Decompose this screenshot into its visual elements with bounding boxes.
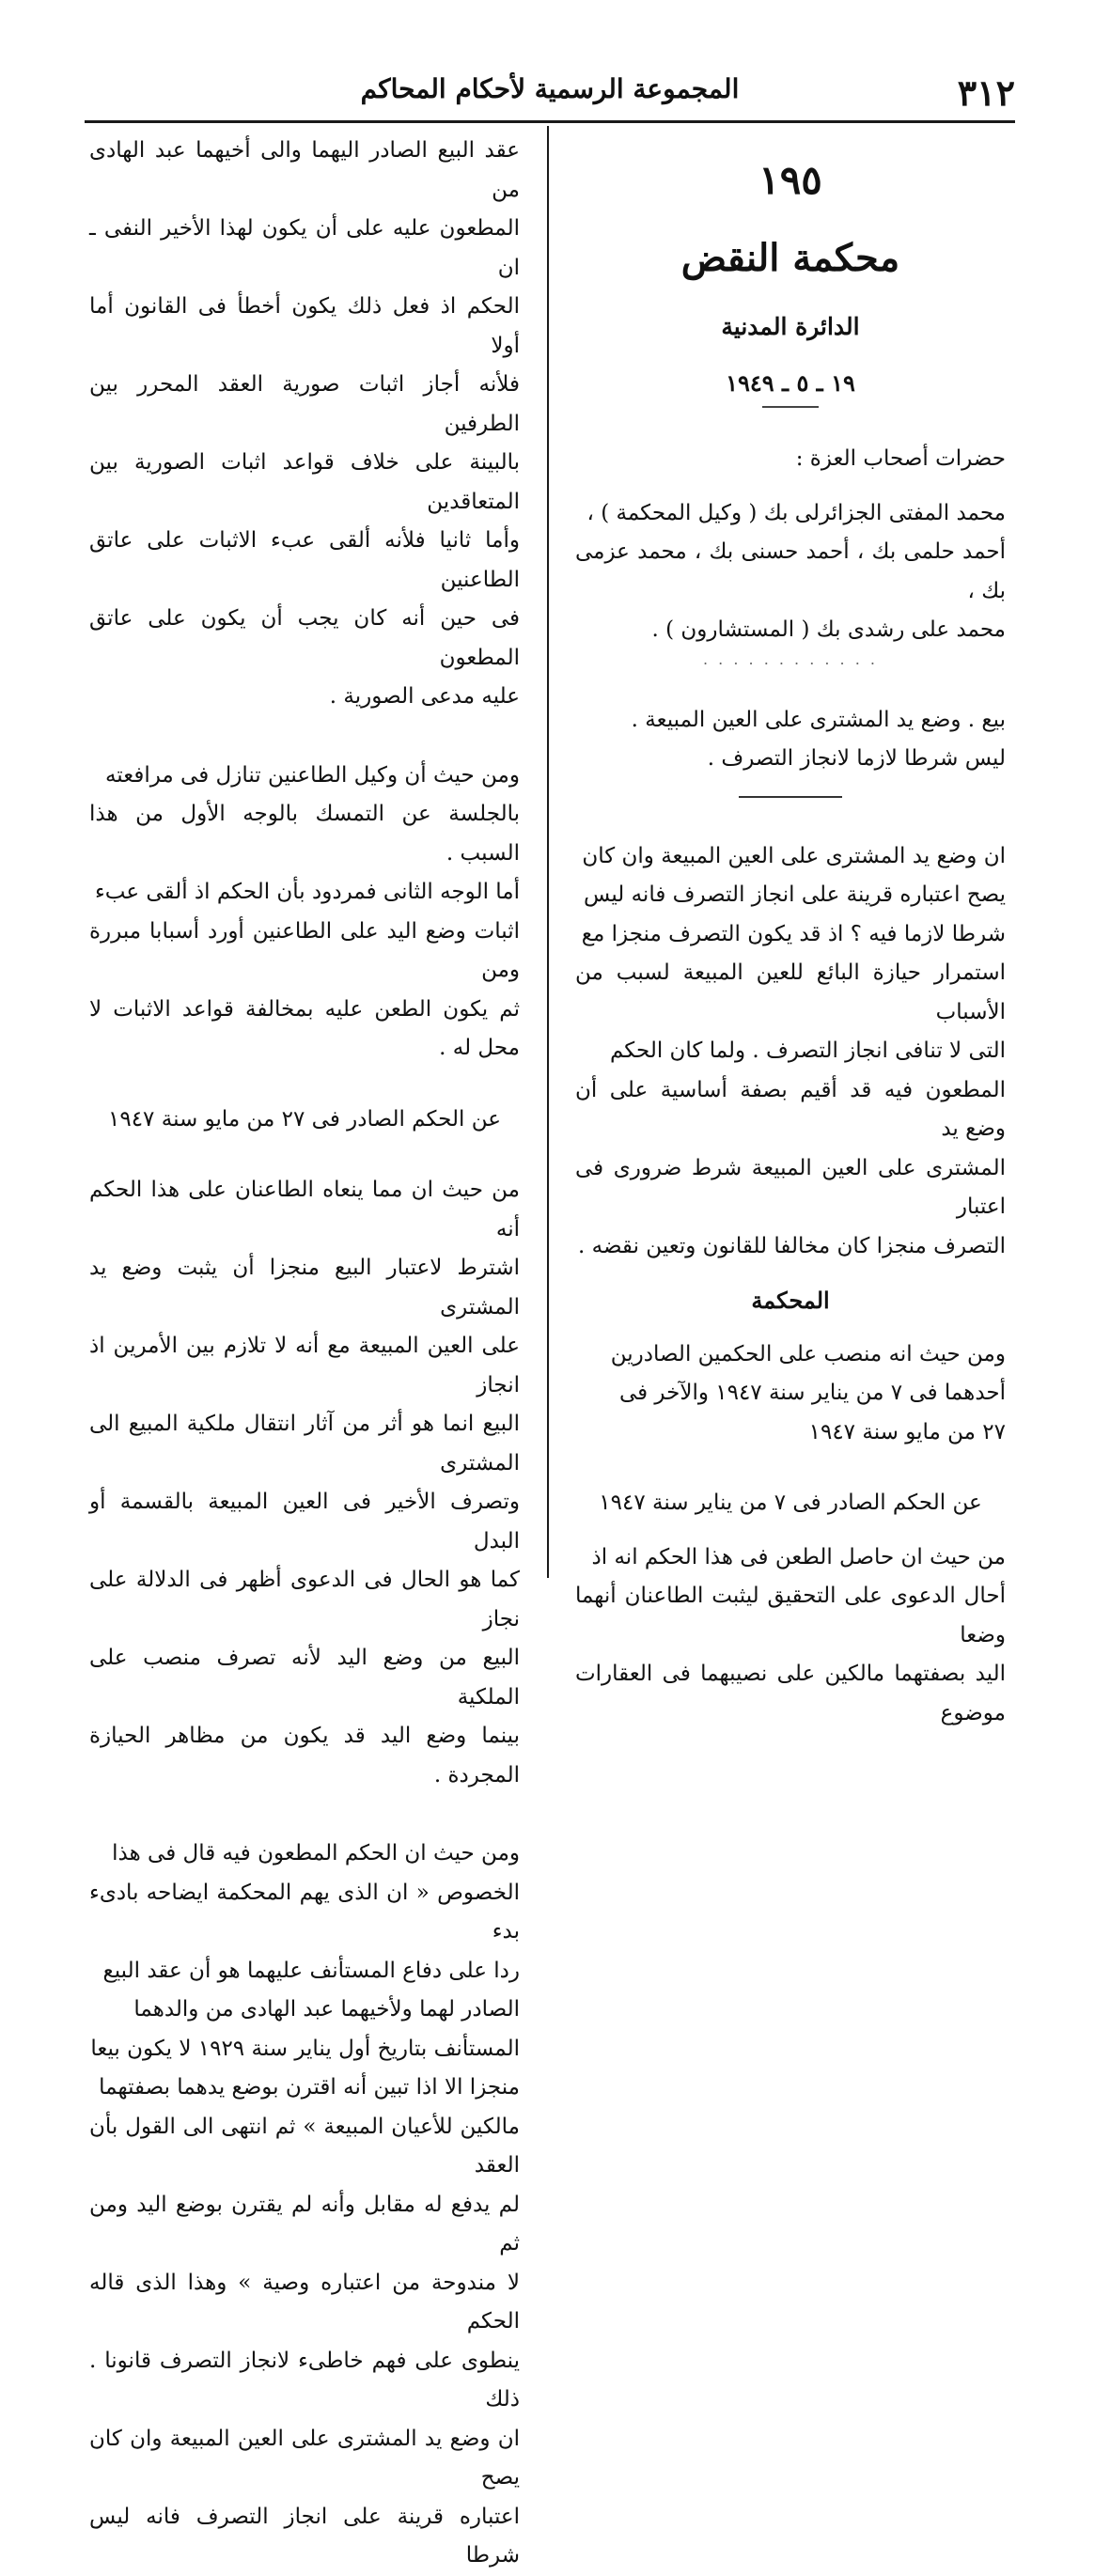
column-divider	[547, 126, 549, 1578]
division-name: الدائرة المدنية	[721, 313, 860, 340]
para2-line: اثبات وضع اليد على الطاعنين أورد أسبابا مبررة ومن	[89, 918, 520, 982]
court-intro-line: أحدهما فى ٧ من يناير سنة ١٩٤٧ والآخر فى	[618, 1381, 1006, 1405]
para1-line: بالبينة على خلاف قواعد اثبات الصورية بين المتعاقدين	[89, 450, 520, 514]
principle-line: المطعون فيه قد أقيم بصفة أساسية على أن وضع يد	[575, 1077, 1006, 1141]
court-intro-line: ومن حيث انه منصب على الحكمين الصادرين	[610, 1341, 1006, 1366]
para2-line: أما الوجه الثانى فمردود بأن الحكم اذ ألقى عبء	[94, 880, 520, 904]
para4-line: ردا على دفاع المستأنف عليهما هو أن عقد البيع	[102, 1958, 520, 1983]
may-judgment-heading: عن الحكم الصادر فى ٢٧ من مايو سنة ١٩٤٧	[108, 1106, 501, 1132]
principle-line: استمرار حيازة البائع للعين المبيعة لسبب من الأسباب	[575, 960, 1006, 1024]
principle-line: التصرف منجزا كان مخالفا للقانون وتعين نقضه .	[578, 1233, 1006, 1258]
page-header	[85, 66, 1015, 118]
para4-line: المستأنف بتاريخ أول يناير سنة ١٩٢٩ لا يكون بيعا	[90, 2036, 520, 2061]
para4-line: الخصوص « ان الذى يهم المحكمة ايضاحه بادىء بدء	[89, 1880, 520, 1944]
para1-line: فلأنه أجاز اثبات صورية العقد المحرر بين الطرفين	[89, 372, 520, 436]
january-judgment-heading: عن الحكم الصادر فى ٧ من يناير سنة ١٩٤٧	[599, 1491, 982, 1515]
para1-line: فى حين أنه كان يجب أن يكون على عاتق المطعون	[89, 606, 520, 670]
principle-line: التى لا تنافى انجاز التصرف . ولما كان الحكم	[609, 1038, 1006, 1063]
para1-line: الحكم اذ فعل ذلك يكون أخطأ فى القانون أما أولا	[89, 294, 520, 358]
january-line: من حيث ان حاصل الطعن فى هذا الحكم انه اذ	[591, 1544, 1006, 1569]
para4-line: ان وضع يد المشترى على العين المبيعة وان كان يصح	[89, 2426, 520, 2490]
headnote-line: ليس شرطا لازما لانجاز التصرف .	[707, 746, 1006, 771]
judges-intro: حضرات أصحاب العزة :	[795, 446, 1006, 471]
para3-line: وتصرف الأخير فى العين المبيعة بالقسمة أو البدل	[89, 1490, 520, 1553]
para1-line: المطعون عليه على أن يكون لهذا الأخير النفى ـ ان	[89, 216, 520, 280]
para4-line: مالكين للأعيان المبيعة » ثم انتهى الى القول بأن العقد	[89, 2114, 520, 2178]
dotted-separator: . . . . . . . . . . . .	[703, 649, 878, 668]
judgment-date: ١٩ ـ ٥ ـ ١٩٤٩	[726, 369, 855, 397]
para4-line: ومن حيث ان الحكم المطعون فيه قال فى هذا	[112, 1841, 520, 1866]
para3-line: من حيث ان مما ينعاه الطاعنان على هذا الحكم أنه	[89, 1178, 520, 1241]
page-number: ٣١٢	[957, 71, 1015, 114]
judges-line: محمد على رشدى بك ( المستشارون ) .	[651, 617, 1006, 642]
para1-line: عقد البيع الصادر اليهما والى أخيهما عبد الهادى من	[89, 138, 520, 202]
para1-line: عليه مدعى الصورية .	[329, 684, 520, 709]
para2-line: بالجلسة عن التمسك بالوجه الأول من هذا السبب .	[89, 802, 520, 866]
judges-line: أحمد حلمى بك ، أحمد حسنى بك ، محمد عزمى بك ،	[575, 539, 1006, 603]
january-line: أحال الدعوى على التحقيق ليثبت الطاعنان أنهما وضعا	[575, 1584, 1006, 1647]
para2-line: ومن حيث أن وكيل الطاعنين تنازل فى مرافعته	[104, 762, 520, 788]
judges-line: محمد المفتى الجزائرلى بك ( وكيل المحكمة ) ،	[586, 500, 1006, 525]
para3-line: البيع انما هو أثر من آثار انتقال ملكية المبيع الى المشترى	[89, 1412, 520, 1475]
para4-line: اعتباره قرينة على انجاز التصرف فانه ليس شرطا	[89, 2504, 520, 2568]
para4-line: الصادر لهما ولأخيهما عبد الهادى من والدهما	[133, 1997, 520, 2022]
para3-line: كما هو الحال فى الدعوى أظهر فى الدلالة على نجاز	[89, 1568, 520, 1631]
right-column	[575, 132, 1006, 1725]
para4-line: منجزا الا اذا تبين أنه اقترن بوضع يدهما بصفتهما	[99, 2075, 520, 2100]
para1-line: وأما ثانيا فلأنه ألقى عبء الاثبات على عاتق الطاعنين	[89, 528, 520, 592]
principle-line: يصح اعتباره قرينة على انجاز التصرف فانه ليس	[584, 882, 1006, 907]
principle-line: شرطا لازما فيه ؟ اذ قد يكون التصرف منجزا مع	[581, 921, 1006, 946]
left-column	[89, 132, 520, 2568]
principle-line: المشترى على العين المبيعة شرط ضرورى فى اعتبار	[575, 1155, 1006, 1219]
para3-line: بينما وضع اليد قد يكون من مظاهر الحيازة المجردة .	[89, 1724, 520, 1788]
running-title: المجموعة الرسمية لأحكام المحاكم	[360, 73, 740, 104]
court-section-heading: المحكمة	[751, 1287, 830, 1314]
court-name: محكمة النقض	[680, 236, 900, 280]
para4-line: ينطوى على فهم خاطىء لانجاز التصرف قانونا . ذلك	[89, 2348, 520, 2412]
header-rule	[85, 120, 1015, 123]
para4-line: لا مندوحة من اعتباره وصية » وهذا الذى قاله الحكم	[89, 2270, 520, 2334]
principle-line: ان وضع يد المشترى على العين المبيعة وان كان	[582, 843, 1006, 868]
january-line: اليد بصفتهما مالكين على نصيبهما فى العقارات موضوع	[575, 1662, 1006, 1725]
para3-line: اشترط لاعتبار البيع منجزا أن يثبت وضع يد المشترى	[89, 1256, 520, 1319]
para4-line: لم يدفع له مقابل وأنه لم يقترن بوضع اليد ومن ثم	[89, 2192, 520, 2256]
headnote-line: بيع . وضع يد المشترى على العين المبيعة .	[631, 707, 1006, 732]
case-number: ١٩٥	[758, 157, 822, 203]
para2-line: ثم يكون الطعن عليه بمخالفة قواعد الاثبات لا محل له .	[89, 996, 520, 1060]
para3-line: البيع من وضع اليد لأنه تصرف منصب على الملكية	[89, 1646, 520, 1710]
para3-line: على العين المبيعة مع أنه لا تلازم بين الأمرين اذ انجاز	[89, 1334, 520, 1397]
court-intro-line: ٢٧ من مايو سنة ١٩٤٧	[808, 1419, 1006, 1444]
